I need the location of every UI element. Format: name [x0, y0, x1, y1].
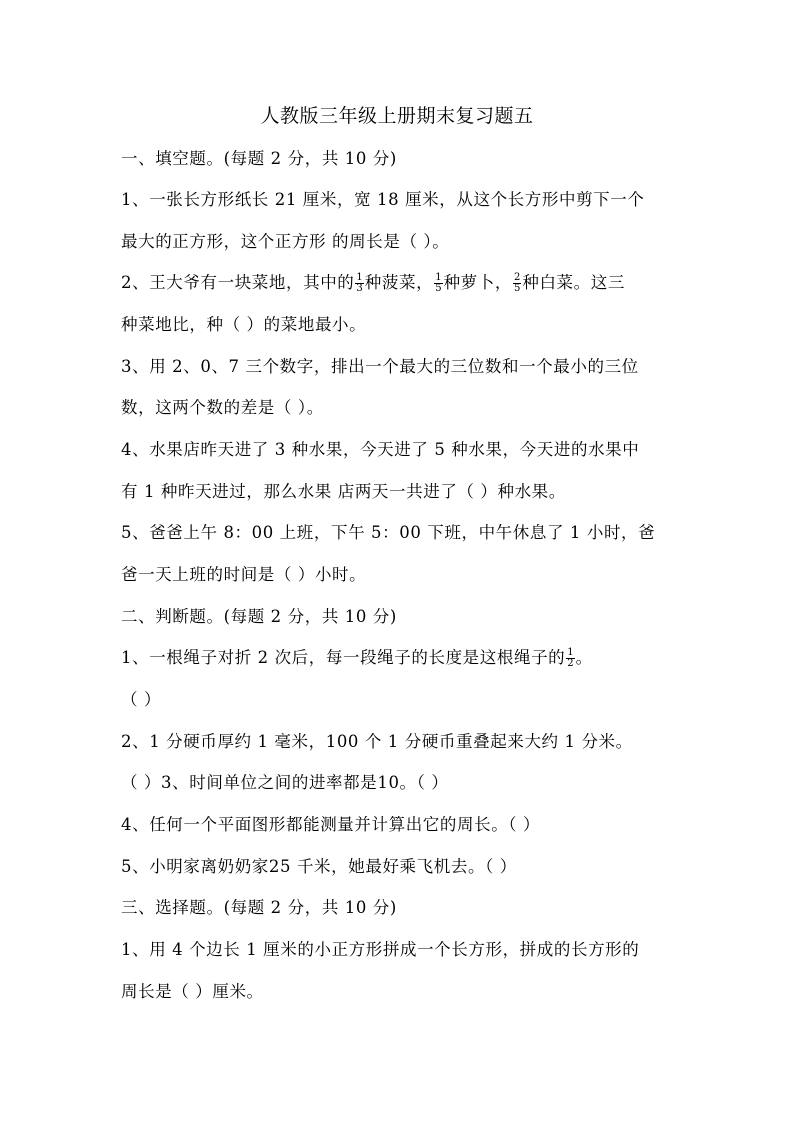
fraction-numerator: 2	[513, 272, 521, 283]
s2-q1-text-2: 。	[575, 648, 593, 667]
s1-q2-text-2: 种菠菜，	[364, 273, 434, 292]
fraction-denominator: 2	[567, 658, 574, 669]
fraction-one-third	[355, 273, 363, 294]
s1-q4-line2: 有 1 种昨天进过，那么水果 店两天一共进了（ ）种水果。	[121, 482, 566, 501]
s1-q2-text-4: 种白菜。这三	[522, 273, 625, 292]
s2-q2-line1: 2、1 分硬币厚约 1 毫米，100 个 1 分硬币重叠起来大约 1 分米。	[121, 732, 633, 751]
fraction-one-fifth	[434, 273, 442, 294]
s2-q1-text-1: 1、一根绳子对折 2 次后，每一段绳子的长度是这根绳子的	[121, 648, 566, 667]
fraction-numerator: 1	[356, 272, 363, 283]
section2-heading: 二、判断题。(每题 2 分，共 10 分)	[121, 607, 397, 626]
s1-q5-line1: 5、爸爸上午 8：00 上班，下午 5：00 下班，中午休息了 1 小时，爸	[121, 523, 656, 542]
fraction-numerator: 1	[435, 272, 442, 283]
page-title: 人教版三年级上册期末复习题五	[260, 105, 534, 127]
s3-q1-line2: 周长是（ ）厘米。	[121, 982, 264, 1001]
s1-q5-line2: 爸一天上班的时间是（ ）小时。	[121, 565, 367, 584]
s2-q1-line1	[121, 647, 681, 669]
s2-q1-answer-blank: （ ）	[121, 690, 162, 709]
s2-q4: 4、任何一个平面图形都能测量并计算出它的周长。（ ）	[121, 815, 541, 834]
fraction-denominator: 5	[435, 283, 442, 294]
section3-heading: 三、选择题。(每题 2 分，共 10 分)	[121, 898, 397, 917]
s1-q3-line2: 数，这两个数的差是（ ）。	[121, 398, 324, 417]
fraction-denominator: 3	[356, 283, 363, 294]
s1-q1-line1: 1、一张长方形纸长 21 厘米，宽 18 厘米，从这个长方形中剪下一个	[121, 190, 645, 209]
section1-heading: 一、填空题。(每题 2 分，共 10 分)	[121, 149, 397, 168]
fraction-numerator: 1	[567, 647, 574, 658]
s1-q2-text-3: 种萝卜，	[443, 273, 512, 292]
s3-q1-line1: 1、用 4 个边长 1 厘米的小正方形拼成一个长方形，拼成的长方形的	[121, 940, 640, 959]
fraction-one-half	[566, 648, 574, 669]
s2-q2-q3-line: （ ）3、时间单位之间的进率都是10。（ ）	[121, 773, 449, 792]
s1-q2-line1	[121, 272, 681, 294]
s1-q2-text-1: 2、王大爷有一块菜地，其中的	[121, 273, 355, 292]
fraction-denominator: 5	[513, 283, 521, 294]
s1-q1-line2: 最大的正方形，这个正方形 的周长是（ ）。	[121, 232, 450, 251]
s1-q4-line1: 4、水果店昨天进了 3 种水果，今天进了 5 种水果，今天进的水果中	[121, 440, 640, 459]
fraction-two-fifths	[513, 273, 521, 294]
s2-q5: 5、小明家离奶奶家25 千米，她最好乘飞机去。（ ）	[121, 857, 517, 876]
s1-q2-line2: 种菜地比，种（ ）的菜地最小。	[121, 315, 367, 334]
s1-q3-line1: 3、用 2、0、7 三个数字，排出一个最大的三位数和一个最小的三位	[121, 357, 639, 376]
